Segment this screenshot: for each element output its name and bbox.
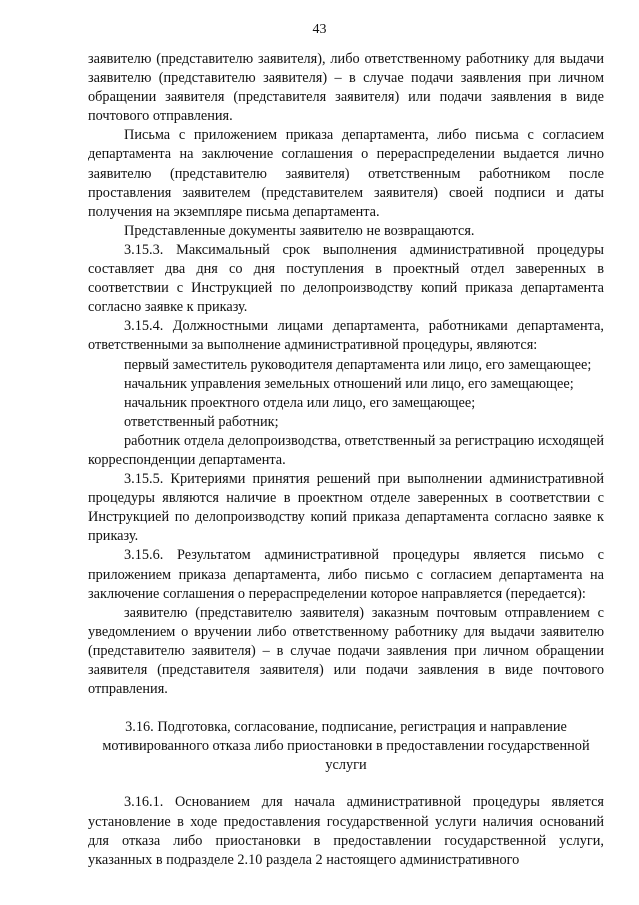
paragraph-letters-issue: Письма с приложением приказа департамента, либо письма с согласием департамента на заключение соглашения о перераспределении выдается лично заявителю (представителю заявителя) ответственным работником после проставления заявителем (представителем заявителя) своей подписи и даты получения на экземпляре письма департамента.: [88, 127, 604, 220]
paragraph-3-15-4: 3.15.4. Должностными лицами департамента, работниками департамента, ответственными за выполнение административной процедуры, являются:: [88, 318, 604, 354]
list-item-land-head: начальник управления земельных отношений или лицо, его замещающее;: [124, 375, 574, 392]
list-item-project-head: начальник проектного отдела или лицо, его замещающее;: [124, 394, 476, 411]
document-body: [88, 50, 604, 870]
paragraph-3-16-1: 3.16.1. Основанием для начала административной процедуры является установление в ходе предоставления государственной услуги наличия оснований для отказа либо приостановки в предоставлении государственной услуги, указанных в подразделе 2.10 раздела 2 настоящего административного: [88, 794, 604, 868]
paragraph-result-delivery: заявителю (представителю заявителя) заказным почтовым отправлением с уведомлением о вручении либо ответственному работнику для выдачи заявителю (представителю заявителя) – в случае подачи заявления при личном обращении заявителя (представителя заявителя) или подачи заявления в виде почтового отправления.: [88, 604, 604, 698]
heading-line-3: услуги: [325, 757, 367, 774]
list-item-first-deputy: первый заместитель руководителя департамента или лицо, его замещающее;: [124, 356, 592, 373]
heading-line-2: мотивированного отказа либо приостановки в предоставлении государственной: [102, 738, 590, 755]
list-item-records-worker: работник отдела делопроизводства, ответственный за регистрацию исходящей корреспонденции департамента.: [88, 432, 604, 468]
paragraph-3-15-3: 3.15.3. Максимальный срок выполнения административной процедуры составляет два дня со дня поступления в проектный отдел заверенных в соответствии с Инструкцией по делопроизводству копий приказа департамента согласно заявке к приказу.: [88, 241, 604, 316]
paragraph-documents-not-returned: Представленные документы заявителю не возвращаются.: [124, 222, 475, 239]
paragraph-3-15-5: 3.15.5. Критериями принятия решений при выполнении административной процедуры являются наличие в проектном отделе заверенных в соответствии с Инструкцией по делопроизводству копий приказа департамента согласно заявке к приказу.: [88, 471, 604, 545]
paragraph-3-15-6: 3.15.6. Результатом административной процедуры является письмо с приложением приказа департамента, либо письмо с согласием департамента на заключение соглашения о перераспределении которое направляется (передается):: [88, 547, 604, 602]
page-number: 43: [312, 22, 327, 37]
section-heading-3-16: [88, 718, 604, 775]
list-item-responsible-worker: ответственный работник;: [124, 413, 279, 430]
heading-line-1: 3.16. Подготовка, согласование, подписание, регистрация и направление: [125, 719, 567, 736]
paragraph-continuation: заявителю (представителю заявителя), либо ответственному работнику для выдачи заявителю (представителю заявителя) – в случае подачи заявления при личном обращении заявителя (представителя заявителя) или подачи заявления в виде почтового отправления.: [88, 51, 604, 125]
